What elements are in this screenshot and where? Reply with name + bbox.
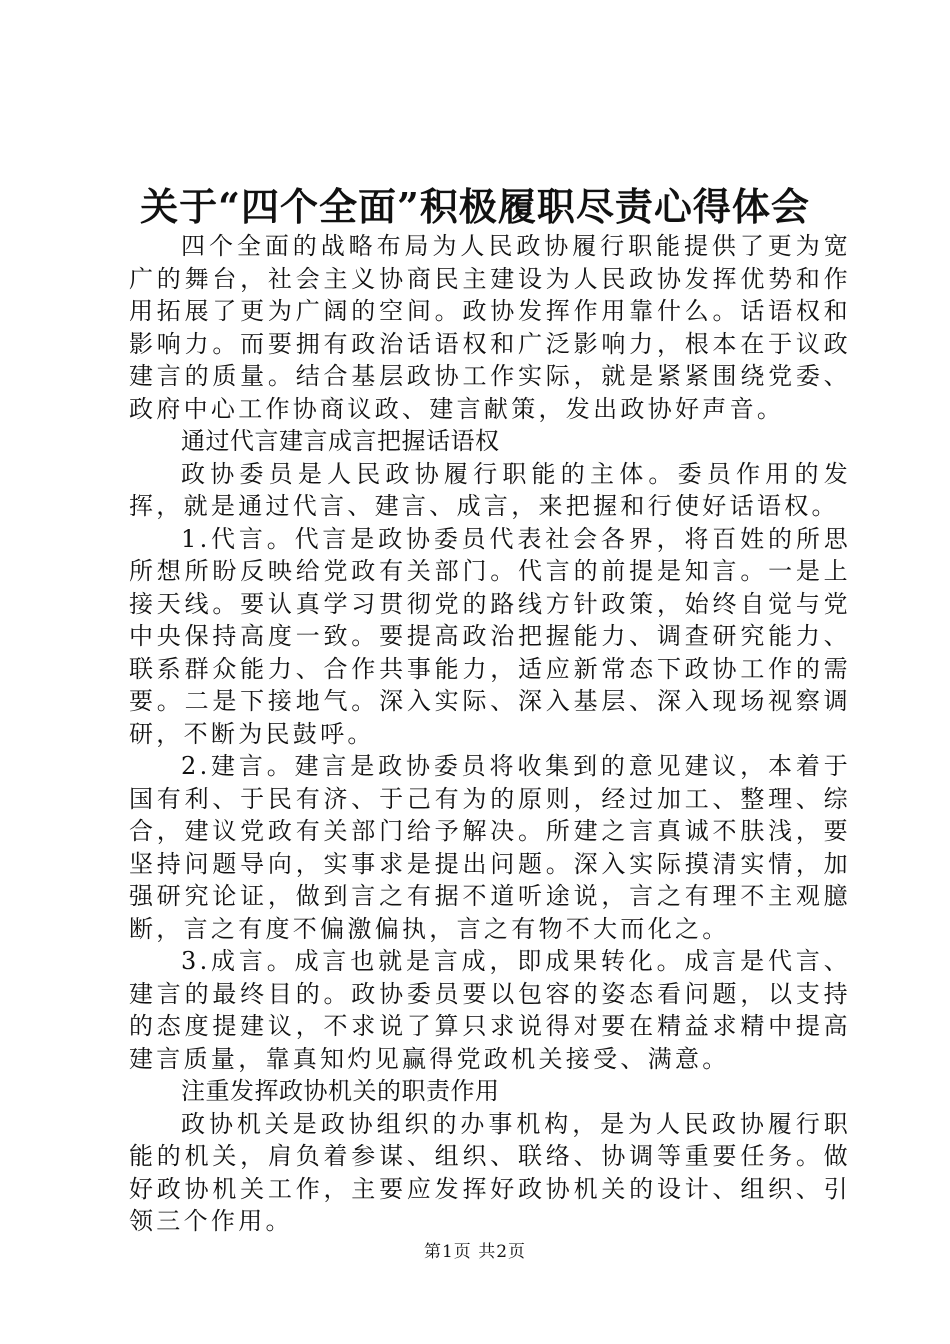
paragraph-intro: 四个全面的战略布局为人民政协履行职能提供了更为宽广的舞台，社会主义协商民主建设为人民政协发挥优势和作用拓展了更为广阔的空间。政协发挥作用靠什么。话语权和影响力。而要拥有政治话语权和广泛影响力，根本在于议政建言的质量。结合基层政协工作实际，就是紧紧围绕党委、政府中心工作协商议政、建言献策，发出政协好声音。 xyxy=(129,232,851,423)
document-title: 关于“四个全面”积极履职尽责心得体会 xyxy=(140,184,810,229)
section-heading-organ-duties: 注重发挥政协机关的职责作用 xyxy=(181,1077,500,1105)
section-heading-speech-rights: 通过代言建言成言把握话语权 xyxy=(181,427,500,455)
document-body xyxy=(129,230,851,1238)
paragraph-members-role: 政协委员是人民政协履行职能的主体。委员作用的发挥，就是通过代言、建言、成言，来把握和行使好话语权。 xyxy=(129,459,851,520)
paragraph-point-1: 1.代言。代言是政协委员代表社会各界，将百姓的所思所想所盼反映给党政有关部门。代言的前提是知言。一是上接天线。要认真学习贯彻党的路线方针政策，始终自觉与党中央保持高度一致。要提高政治把握能力、调查研究能力、联系群众能力、合作共事能力，适应新常态下政协工作的需要。二是下接地气。深入实际、深入基层、深入现场视察调研，不断为民鼓呼。 xyxy=(129,524,851,748)
paragraph-organ-role: 政协机关是政协组织的办事机构，是为人民政协履行职能的机关，肩负着参谋、组织、联络、协调等重要任务。做好政协机关工作，主要应发挥好政协机关的设计、组织、引领三个作用。 xyxy=(129,1109,851,1235)
paragraph-point-2: 2.建言。建言是政协委员将收集到的意见建议，本着于国有利、于民有济、于己有为的原则，经过加工、整理、综合，建议党政有关部门给予解决。所建之言真诚不肤浅，要坚持问题导向，实事求是提出问题。深入实际摸清实情，加强研究论证，做到言之有据不道听途说，言之有理不主观臆断，言之有度不偏激偏执，言之有物不大而化之。 xyxy=(129,752,851,943)
paragraph-point-3: 3.成言。成言也就是言成，即成果转化。成言是代言、建言的最终目的。政协委员要以包容的姿态看问题，以支持的态度提建议，不求说了算只求说得对要在精益求精中提高建言质量，靠真知灼见赢得党政机关接受、满意。 xyxy=(129,947,851,1073)
page-footer: 第1页 共2页 xyxy=(423,1242,527,1262)
